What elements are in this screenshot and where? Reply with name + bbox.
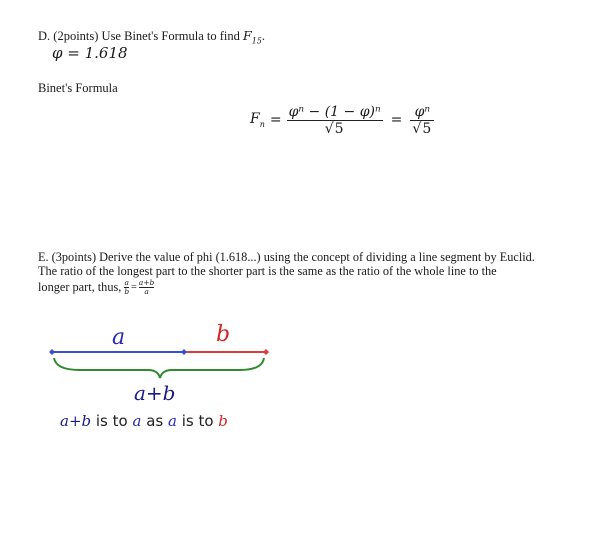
phi-value: φ = 1.618: [52, 44, 128, 62]
ratio-frac-2: $\frac{a+b}{a}$: [138, 278, 155, 296]
binet-formula: [250, 92, 434, 148]
label-a: a: [112, 325, 126, 350]
formula-numerator-1: φⁿ − (1 − φ)ⁿ: [288, 103, 381, 120]
formula-denominator-1: √5: [324, 120, 344, 137]
formula-numerator-2: φⁿ: [414, 103, 431, 120]
part-d-target-var: F: [243, 28, 252, 43]
part-d-target-sub: 15: [251, 36, 262, 46]
binet-heading: Binet's Formula: [38, 81, 118, 95]
part-e-line-1: E. (3points) Derive the value of phi (1.618...) using the concept of dividing a line segment by Euclid.: [38, 250, 535, 264]
part-e-line-3: longer part, thus, $\frac{a}{b}$ = $\frac{a+b}{a}$: [38, 278, 155, 296]
endpoint-left: [49, 349, 55, 355]
formula-denominator-2: √5: [412, 120, 432, 137]
formula-fraction-1: [287, 104, 383, 137]
label-b: b: [216, 322, 231, 347]
part-d-target-end: .: [261, 29, 266, 43]
label-sum: a+b: [134, 381, 176, 405]
part-d-label: D. (2points) Use Binet's Formula to find: [38, 29, 240, 43]
ratio-eq: =: [131, 282, 137, 293]
endpoint-mid: [181, 349, 187, 355]
part-e-line-2: The ratio of the longest part to the shorter part is the same as the ratio of the whole line to the: [38, 264, 497, 278]
ratio-frac-1: $\frac{a}{b}$: [124, 278, 130, 296]
formula-eq1: =: [269, 112, 282, 128]
formula-fraction-2: [410, 104, 434, 137]
sum-brace: [54, 358, 264, 378]
formula-eq2: =: [390, 112, 403, 128]
proportion-caption: a+b is to a as a is to b: [60, 412, 228, 430]
endpoint-right: [263, 349, 269, 355]
part-d-prompt: [38, 28, 265, 46]
formula-lhs: $F_n$: [250, 111, 265, 129]
